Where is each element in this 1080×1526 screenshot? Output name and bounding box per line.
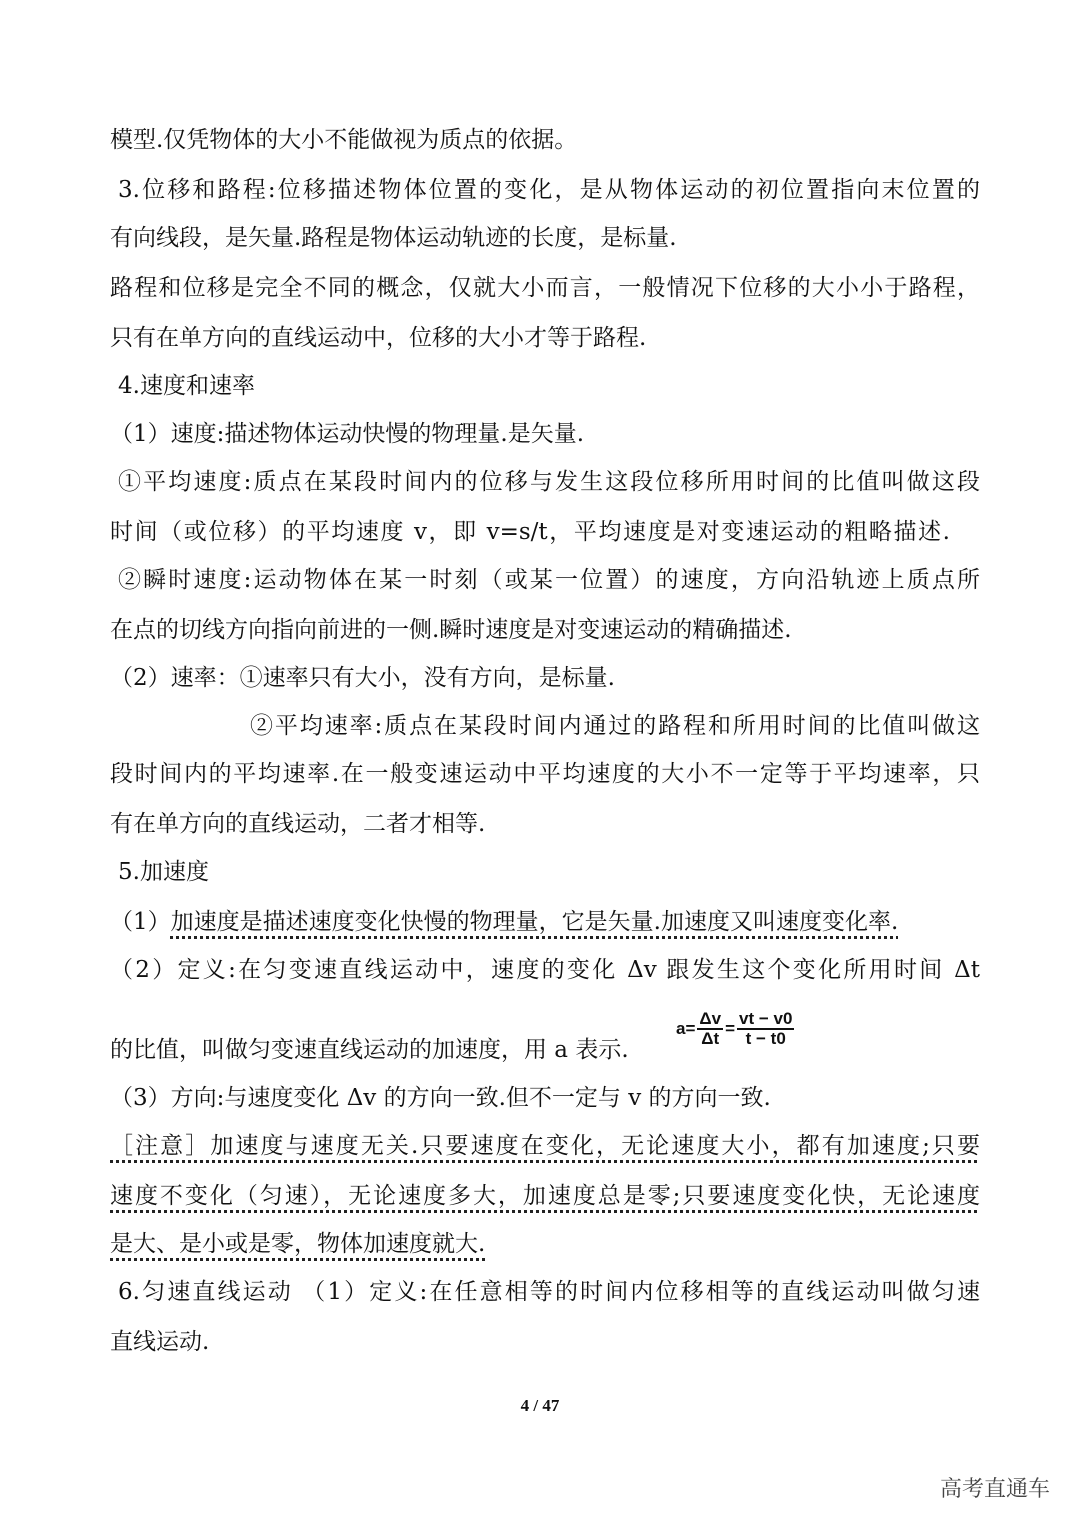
text-line: ①平均速度:质点在某段时间内的位移与发生这段位移所用时间的比值叫做这段 <box>118 469 980 495</box>
text-line: （2）速率：①速率只有大小，没有方向，是标量. <box>110 665 615 691</box>
text-line: ②瞬时速度:运动物体在某一时刻（或某一位置）的速度，方向沿轨迹上质点所 <box>118 567 980 593</box>
denominator: Δt <box>701 1029 720 1048</box>
text-line: 在点的切线方向指向前进的一侧.瞬时速度是对变速运动的精确描述. <box>110 617 792 643</box>
numerator: vt − v0 <box>739 1009 793 1028</box>
fraction <box>737 1010 794 1048</box>
text-line <box>110 907 898 937</box>
text-line: （3）方向:与速度变化 Δv 的方向一致.但不一定与 v 的方向一致. <box>110 1085 771 1111</box>
text-line: 有向线段，是矢量.路程是物体运动轨迹的长度，是标量. <box>110 225 677 251</box>
section-heading: 5.加速度 <box>118 859 209 885</box>
text-line: 路程和位移是完全不同的概念，仅就大小而言，一般情况下位移的大小小于路程， <box>110 275 980 301</box>
text-line: 的比值，叫做匀变速直线运动的加速度，用 a 表示. <box>110 1037 629 1063</box>
watermark: 高考直通车 <box>939 1477 1050 1502</box>
text-line: 时间（或位移）的平均速度 v，即 v=s/t，平均速度是对变速运动的粗略描述. <box>110 519 950 545</box>
item-number: （1） <box>110 909 171 935</box>
denominator: t − t0 <box>745 1029 786 1048</box>
text-line: 有在单方向的直线运动，二者才相等. <box>110 811 486 837</box>
equals: = <box>725 1019 736 1038</box>
formula-lhs: a= <box>676 1019 696 1038</box>
text-line: 只有在单方向的直线运动中，位移的大小才等于路程. <box>110 325 647 351</box>
fraction <box>697 1010 723 1048</box>
section-heading: 4.速度和速率 <box>118 373 255 399</box>
numerator: Δv <box>699 1009 722 1028</box>
text-line: 模型.仅凭物体的大小不能做视为质点的依据。 <box>110 127 578 153</box>
text-line: 6.匀速直线运动 （1）定义:在任意相等的时间内位移相等的直线运动叫做匀速 <box>118 1279 980 1305</box>
text-line: 3.位移和路程:位移描述物体位置的变化，是从物体运动的初位置指向末位置的 <box>118 177 980 203</box>
note-line: ［注意］加速度与速度无关.只要速度在变化，无论速度大小，都有加速度;只要 <box>110 1133 980 1159</box>
text-line: （1）速度:描述物体运动快慢的物理量.是矢量. <box>110 421 585 447</box>
acceleration-formula <box>676 1010 794 1048</box>
page-number: 4 / 47 <box>520 1396 560 1415</box>
note-line: 速度不变化（匀速），无论速度多大，加速度总是零;只要速度变化快，无论速度 <box>110 1183 980 1209</box>
emphasized-text: 加速度是描述速度变化快慢的物理量，它是矢量.加速度又叫速度变化率. <box>170 909 899 935</box>
text-line: 段时间内的平均速率.在一般变速运动中平均速度的大小不一定等于平均速率，只 <box>110 761 980 787</box>
text-line: ②平均速率:质点在某段时间内通过的路程和所用时间的比值叫做这 <box>250 713 980 739</box>
text-line: （2）定义:在匀变速直线运动中，速度的变化 Δv 跟发生这个变化所用时间 Δt <box>110 957 980 983</box>
text-line: 直线运动. <box>110 1329 210 1355</box>
note-line: 是大、是小或是零，物体加速度就大. <box>110 1231 486 1257</box>
